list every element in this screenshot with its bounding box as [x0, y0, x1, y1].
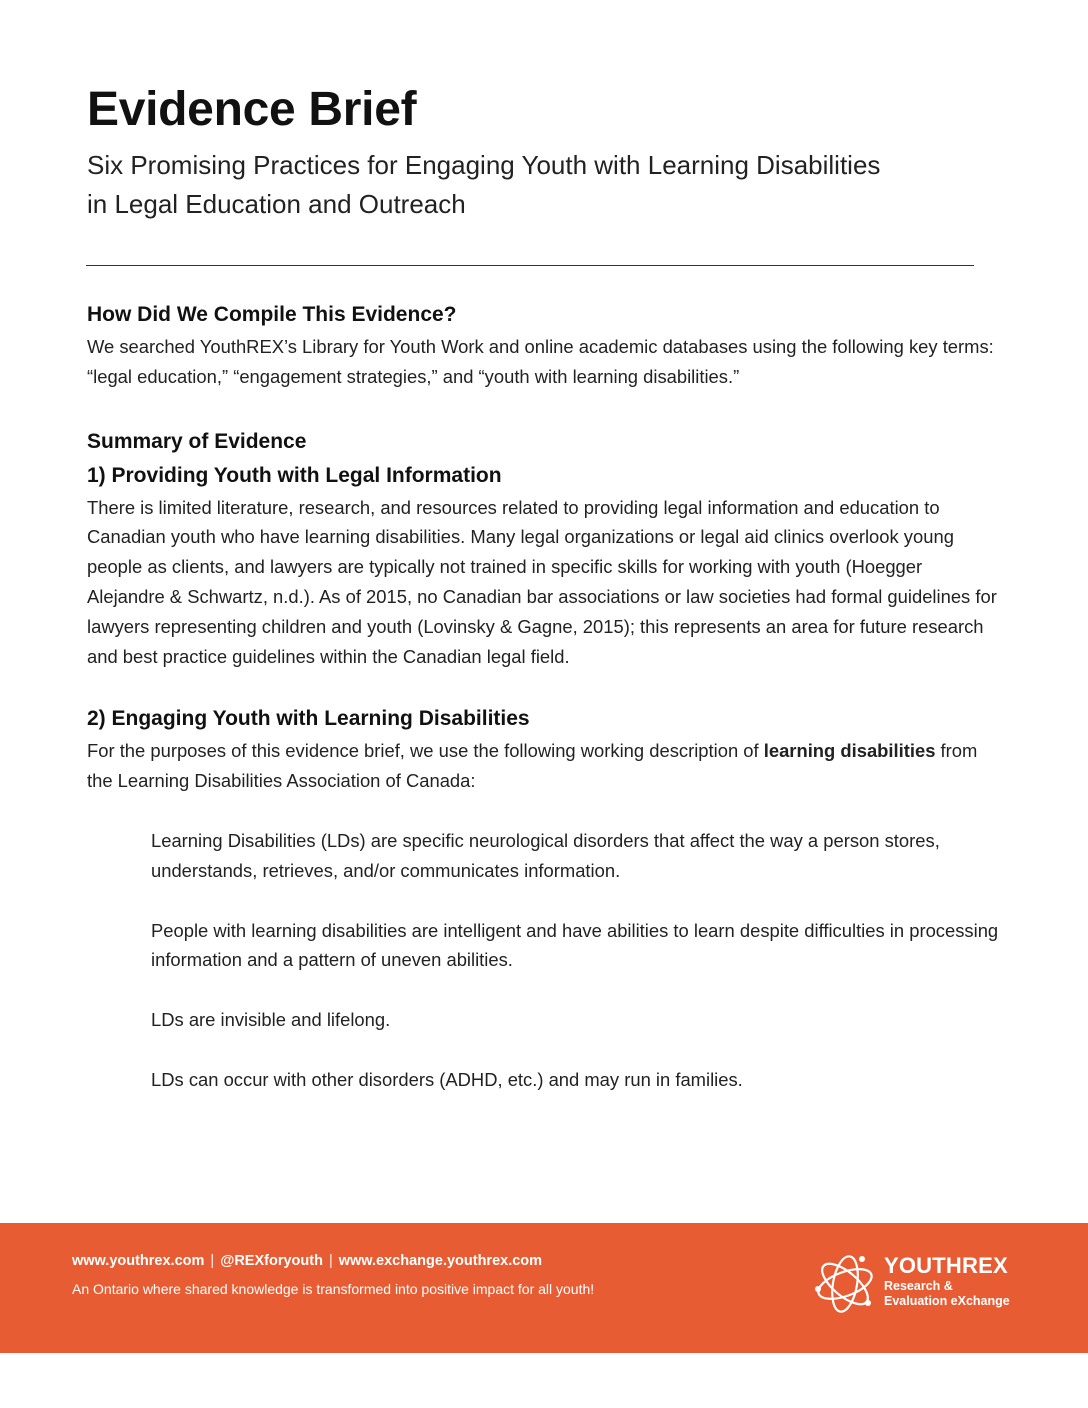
- legal-information-body: There is limited literature, research, and resources related to providing legal information and education to Canadian youth who have learning disabilities. Many legal organizations or legal aid clinics overlook young people as clients, and lawyers are typically not trained in specific skills for working with youth (Hoegger Alejandre & Schwartz, n.d.). As of 2015, no Canadian bar associations or law societies had formal guidelines for lawyers representing children and youth (Lovinsky & Gagne, 2015); this represents an area for future research and best practice guidelines within the Canadian legal field.: [87, 496, 997, 667]
- footer-separator: |: [328, 1253, 333, 1269]
- document-body: [87, 298, 1002, 1125]
- compile-body: We searched YouthREX’s Library for Youth Work and online academic databases using the following key terms: “legal education,” “engagement strategies,” and “youth with learning disabilities.”: [87, 336, 994, 387]
- ld-definition-quote: [151, 826, 1001, 1095]
- subtitle-line-2: in Legal Education and Outreach: [87, 189, 466, 219]
- subtitle-line-1: Six Promising Practices for Engaging Youth with Learning Disabilities: [87, 150, 881, 180]
- quote-paragraph-2: People with learning disabilities are intelligent and have abilities to learn despite difficulties in processing information and a pattern of uneven abilities.: [151, 919, 999, 971]
- footer-separator: |: [210, 1253, 215, 1269]
- brand-subtitle-line-2: Evaluation eXchange: [884, 1294, 1010, 1308]
- compile-heading: How Did We Compile This Evidence?: [87, 303, 457, 326]
- footer-banner: [0, 1223, 1088, 1353]
- engaging-youth-intro: [87, 736, 1002, 796]
- brand-name: YOUTHREX: [884, 1253, 1008, 1278]
- intro-text-after: from the Learning Disabilities Association of Canada:: [87, 740, 978, 792]
- intro-text-before: For the purposes of this evidence brief, we use the following working description of: [87, 740, 764, 762]
- legal-information-heading: 1) Providing Youth with Legal Information: [87, 463, 502, 487]
- exchange-website-link[interactable]: www.exchange.youthrex.com: [338, 1253, 543, 1269]
- quote-paragraph-3: LDs are invisible and lifelong.: [151, 1009, 391, 1031]
- document-subtitle: [87, 146, 987, 224]
- website-link[interactable]: www.youthrex.com: [72, 1253, 205, 1269]
- youthrex-brand: [812, 1251, 1042, 1331]
- header-divider: [86, 265, 974, 266]
- engaging-youth-heading: 2) Engaging Youth with Learning Disabilities: [87, 707, 530, 731]
- quote-paragraph-1: Learning Disabilities (LDs) are specific neurological disorders that affect the way a person stores, understands, retrieves, and/or communicates information.: [151, 829, 940, 881]
- document-title: Evidence Brief: [87, 83, 417, 136]
- summary-heading: Summary of Evidence: [87, 429, 307, 453]
- brand-subtitle: [884, 1279, 1044, 1309]
- footer-links: [72, 1253, 542, 1269]
- quote-paragraph-4: LDs can occur with other disorders (ADHD, etc.) and may run in families.: [151, 1068, 743, 1090]
- brand-subtitle-line-1: Research &: [884, 1279, 953, 1293]
- twitter-handle-link[interactable]: @REXforyouth: [220, 1253, 323, 1269]
- orbit-rings-logo-icon: [812, 1251, 878, 1317]
- intro-bold-term: learning disabilities: [763, 740, 936, 762]
- footer-tagline: An Ontario where shared knowledge is transformed into positive impact for all youth!: [72, 1281, 595, 1297]
